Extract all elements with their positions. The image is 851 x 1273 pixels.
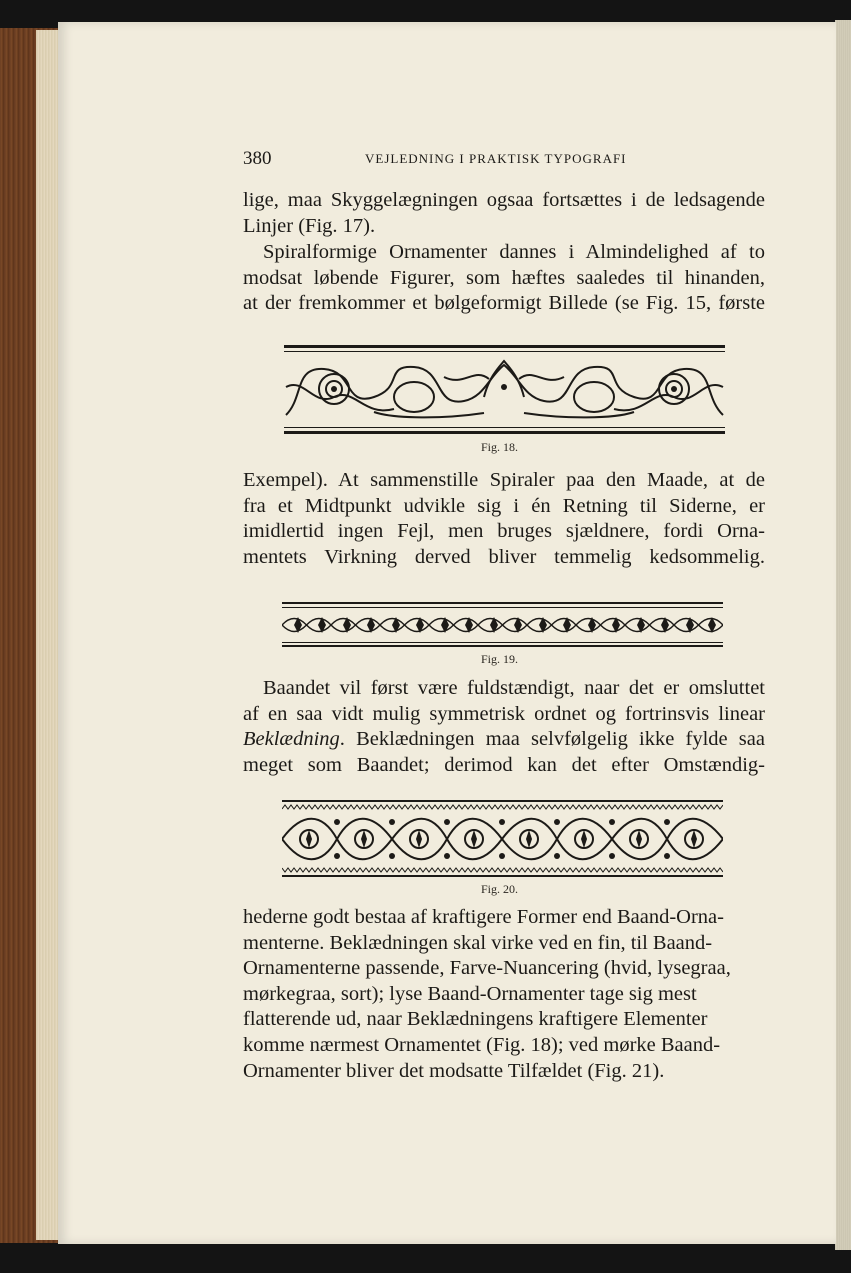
text-line: meget som Baandet; derimod kan det efter Omstændig- <box>243 753 765 776</box>
italic-term: Beklædning <box>243 728 340 751</box>
rule-bottom <box>282 875 723 877</box>
rule-top <box>282 800 723 802</box>
text-line: Ornamenterne passende, Farve-Nuancering (hvid, lysegraa, <box>243 957 731 980</box>
paragraph-1 <box>243 188 765 239</box>
figure-20-caption: Fig. 20. <box>481 882 519 896</box>
rule-bottom <box>284 431 725 434</box>
rule-bottom-thin <box>282 642 723 643</box>
page-header <box>243 148 765 174</box>
text-line: at der fremkommer et bølgeformigt Billede (se Fig. 15, første <box>243 292 765 315</box>
text-line: menterne. Beklædningen skal virke ved en fin, til Baand- <box>243 931 713 954</box>
figure-18 <box>284 345 725 437</box>
zigzag-border-bottom <box>282 867 723 873</box>
rule-top <box>282 602 723 604</box>
text-line: Linjer (Fig. 17). <box>243 214 376 237</box>
text-line: Baandet vil først være fuldstændigt, naar det er omsluttet <box>263 677 765 699</box>
figure-18-caption: Fig. 18. <box>481 440 519 454</box>
page-number: 380 <box>243 148 272 169</box>
text-line-with-italic: Beklædning. Beklædningen maa selvfølgelig ikke fylde saa <box>243 728 765 751</box>
book-page-edges-right <box>835 20 851 1250</box>
text-line: Spiralformige Ornamenter dannes i Almindelighed af to <box>263 241 765 263</box>
text-line: mentets Virkning derved bliver temmelig kedsommelig. <box>243 545 765 568</box>
text-line: Exempel). At sammenstille Spiraler paa den Maade, at de <box>243 469 765 491</box>
star-band-ornament <box>282 610 723 640</box>
rule-top <box>284 345 725 348</box>
text-line: Ornamenter bliver det modsatte Tilfældet (Fig. 21). <box>243 1059 665 1082</box>
scroll-rose-ornament <box>284 357 725 423</box>
text-line: lige, maa Skyggelægningen ogsaa fortsættes i de ledsagende <box>243 189 765 211</box>
running-head: VEJLEDNING I PRAKTISK TYPOGRAFI <box>365 151 627 166</box>
paragraph-3 <box>243 468 765 570</box>
rule-bottom-thin <box>284 427 725 428</box>
text-line: hederne godt bestaa af kraftigere Former end Baand-Orna- <box>243 906 724 928</box>
figure-20 <box>282 800 723 878</box>
text-line: modsat løbende Figurer, som hæftes saaledes til hinanden, <box>243 266 765 289</box>
book-page-stack <box>36 30 60 1240</box>
paragraph-2 <box>243 240 765 317</box>
rule-top-thin <box>284 351 725 352</box>
text-line: flatterende ud, naar Beklædningens kraftigere Elementer <box>243 1008 708 1031</box>
paragraph-4 <box>243 676 765 778</box>
rule-bottom <box>282 645 723 647</box>
zigzag-border-top <box>282 804 723 810</box>
text-line: af en saa vidt mulig symmetrisk ordnet og fortrinsvis linear <box>243 702 765 725</box>
interlace-band-ornament <box>282 812 723 866</box>
text-line: komme nærmest Ornamentet (Fig. 18); ved mørke Baand- <box>243 1033 721 1056</box>
paragraph-5 <box>243 905 765 1084</box>
text-line: mørkegraa, sort); lyse Baand-Ornamenter tage sig mest <box>243 982 697 1005</box>
figure-19-caption: Fig. 19. <box>481 652 519 666</box>
text-line: imidlertid ingen Fejl, men bruges sjældnere, fordi Orna- <box>243 520 765 543</box>
figure-19 <box>282 602 723 648</box>
text-line: fra et Midtpunkt udvikle sig i én Retning til Siderne, er <box>243 494 765 517</box>
rule-top-thin <box>282 607 723 608</box>
